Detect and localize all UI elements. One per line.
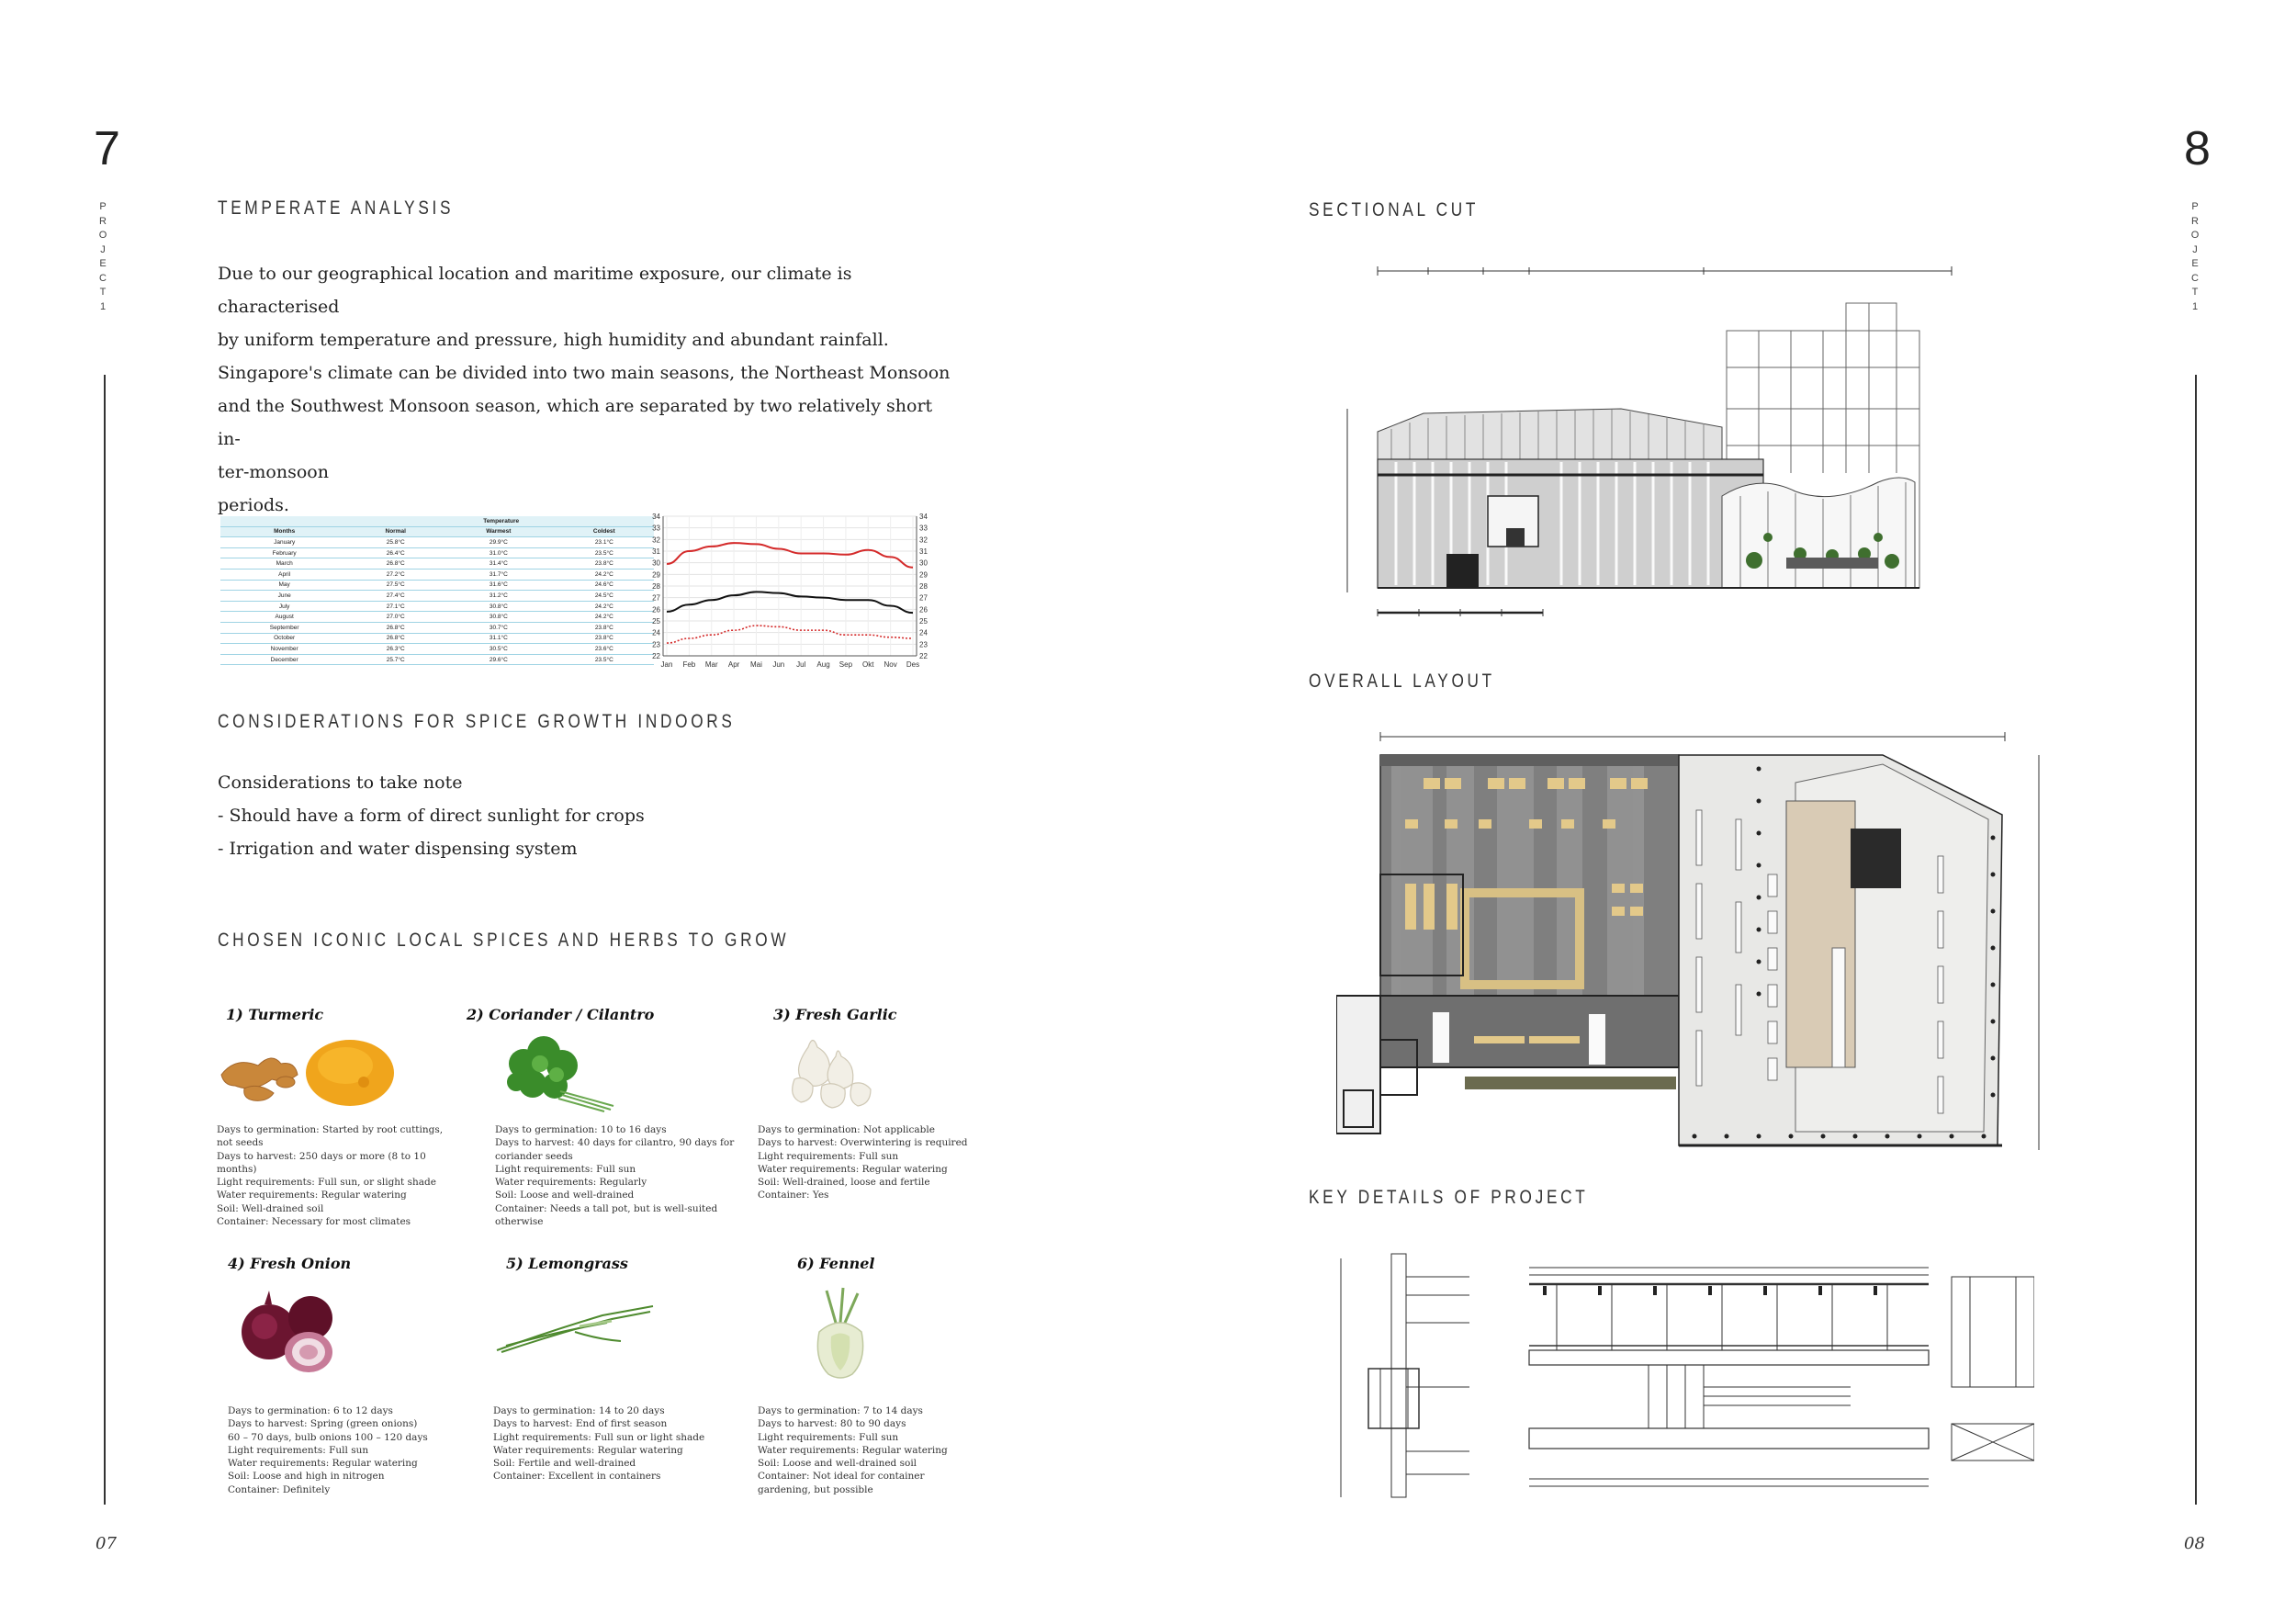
table-cell: 31.0°C: [443, 547, 555, 558]
chart-y-tick-label-left: 23: [652, 640, 660, 649]
spice-desc-turmeric: [217, 1123, 465, 1228]
spice-desc-line: Soil: Loose and well-drained soil: [758, 1458, 917, 1470]
table-cell: 23.8°C: [555, 558, 654, 570]
spice-desc-line: Water requirements: Regular watering: [228, 1458, 418, 1470]
table-cell: 27.0°C: [348, 612, 443, 623]
spice-desc-line: Container: Yes: [758, 1190, 829, 1201]
table-cell: April: [220, 569, 348, 580]
temperature-table-group-header: Temperature: [348, 516, 654, 526]
spice-desc-line: Light requirements: Full sun: [758, 1431, 899, 1443]
chart-y-tick-label-right: 30: [919, 558, 928, 568]
table-cell: 29.9°C: [443, 537, 555, 548]
table-cell: 31.6°C: [443, 580, 555, 591]
spice-desc-line: Days to germination: 7 to 14 days: [758, 1405, 923, 1416]
spice-desc-line: Light requirements: Full sun: [495, 1163, 636, 1175]
spice-desc-line: Soil: Well-drained soil: [217, 1202, 324, 1214]
table-cell: 24.6°C: [555, 580, 654, 591]
chart-y-tick-label-left: 33: [652, 524, 660, 533]
fennel-image: [799, 1286, 882, 1382]
chart-y-tick-label-left: 28: [652, 582, 660, 591]
table-cell: November: [220, 644, 348, 655]
table-row: [220, 644, 654, 655]
chart-x-tick-label: Sep: [838, 660, 853, 669]
spice-desc-lemongrass: [493, 1404, 741, 1483]
spice-desc-coriander: [495, 1123, 743, 1228]
spice-desc-line: Days to harvest: End of first season: [493, 1418, 668, 1430]
chart-y-tick-label-left: 31: [652, 547, 660, 556]
table-cell: August: [220, 612, 348, 623]
table-cell: October: [220, 633, 348, 644]
spice-title-fennel: 6) Fennel: [797, 1255, 875, 1272]
table-cell: 23.8°C: [555, 633, 654, 644]
chart-y-tick-label-left: 29: [652, 570, 660, 580]
spice-desc-line: Days to germination: 6 to 12 days: [228, 1405, 393, 1416]
table-cell: 30.7°C: [443, 622, 555, 633]
table-row: [220, 612, 654, 623]
temperate-heading: TEMPERATE ANALYSIS: [218, 197, 455, 219]
chart-y-tick-label-left: 24: [652, 628, 660, 637]
table-cell: 27.2°C: [348, 569, 443, 580]
spice-desc-line: coriander seeds: [495, 1150, 573, 1162]
table-cell: 23.5°C: [555, 547, 654, 558]
table-row: [220, 558, 654, 570]
spice-title-lemongrass: 5) Lemongrass: [506, 1255, 628, 1272]
table-cell: 26.3°C: [348, 644, 443, 655]
lemongrass-image: [492, 1304, 658, 1359]
spice-desc-line: Light requirements: Full sun, or slight shade: [217, 1177, 436, 1189]
table-cell: 24.2°C: [555, 612, 654, 623]
spice-desc-line: Light requirements: Full sun: [228, 1444, 369, 1456]
coriander-image: [496, 1027, 625, 1114]
chart-y-tick-label-right: 31: [919, 547, 928, 556]
turmeric-image: [217, 1029, 400, 1111]
spices-heading: CHOSEN ICONIC LOCAL SPICES AND HERBS TO GROW: [218, 930, 790, 951]
garlic-image: [781, 1029, 891, 1116]
spice-desc-line: Days to harvest: 250 days or more (8 to 10 months): [217, 1150, 426, 1175]
spice-desc-line: Container: Necessary for most climates: [217, 1216, 411, 1228]
spice-desc-line: Container: Excellent in containers: [493, 1471, 661, 1483]
table-cell: May: [220, 580, 348, 591]
spice-title-turmeric: 1) Turmeric: [226, 1006, 324, 1023]
chart-x-tick-label: Jul: [796, 660, 806, 669]
table-cell: 25.8°C: [348, 537, 443, 548]
chart-series-line-coldest: [667, 626, 913, 643]
spice-desc-line: Days to harvest: 80 to 90 days: [758, 1418, 906, 1430]
temperature-table-column-header: Normal: [348, 526, 443, 537]
considerations-list: [218, 766, 952, 865]
spice-desc-line: not seeds: [217, 1137, 264, 1149]
chart-x-tick-label: Jan: [660, 660, 673, 669]
spice-desc-line: gardening, but possible: [758, 1483, 873, 1495]
considerations-heading: CONSIDERATIONS FOR SPICE GROWTH INDOORS: [218, 711, 736, 732]
table-cell: 23.8°C: [555, 622, 654, 633]
chart-y-tick-label-left: 22: [652, 652, 660, 660]
temperature-table-column-header: Coldest: [555, 526, 654, 537]
chart-x-tick-label: Feb: [682, 660, 696, 669]
table-cell: September: [220, 622, 348, 633]
table-cell: July: [220, 601, 348, 612]
table-cell: 26.8°C: [348, 622, 443, 633]
right-footer-page-number: 08: [2184, 1534, 2205, 1553]
table-cell: 26.8°C: [348, 633, 443, 644]
onion-image: [228, 1286, 338, 1378]
chart-y-tick-label-right: 28: [919, 582, 928, 591]
temperature-table-column-header: Warmest: [443, 526, 555, 537]
sectional-cut-heading: SECTIONAL CUT: [1309, 199, 1480, 220]
chart-y-tick-label-right: 34: [919, 513, 928, 521]
temperate-p2-line4: periods.: [218, 495, 289, 515]
spice-desc-line: Soil: Loose and well-drained: [495, 1190, 635, 1201]
spice-desc-line: Days to germination: 14 to 20 days: [493, 1405, 665, 1416]
chart-x-tick-label: Okt: [862, 660, 874, 669]
chart-y-tick-label-right: 32: [919, 536, 928, 545]
chart-y-tick-label-right: 27: [919, 593, 928, 603]
chart-x-tick-label: Jun: [772, 660, 785, 669]
sectional-cut-drawing: [1336, 262, 2034, 629]
table-row: [220, 633, 654, 644]
table-cell: 29.6°C: [443, 654, 555, 665]
spice-desc-garlic: [758, 1123, 1006, 1202]
table-cell: 23.1°C: [555, 537, 654, 548]
temperate-paragraph-2: [218, 356, 952, 522]
table-cell: February: [220, 547, 348, 558]
right-divider-line: [2195, 375, 2197, 1505]
table-cell: 30.8°C: [443, 612, 555, 623]
table-row: [220, 591, 654, 602]
spice-desc-line: Soil: Loose and high in nitrogen: [228, 1471, 385, 1483]
table-cell: 23.5°C: [555, 654, 654, 665]
chart-y-tick-label-left: 34: [652, 513, 660, 521]
temperate-p2-line1: Singapore's climate can be divided into two main seasons, the Northeast Monsoon: [218, 363, 951, 383]
temperate-p2-line2: and the Southwest Monsoon season, which are separated by two relatively short in-: [218, 396, 933, 449]
spice-desc-line: Water requirements: Regular watering: [758, 1163, 948, 1175]
chart-y-tick-label-left: 25: [652, 617, 660, 626]
spice-desc-line: Container: Definitely: [228, 1483, 331, 1495]
spice-desc-line: Light requirements: Full sun or light shade: [493, 1431, 705, 1443]
table-cell: 24.2°C: [555, 601, 654, 612]
temperature-table-column-header: Months: [220, 526, 348, 537]
chart-y-tick-label-left: 26: [652, 605, 660, 615]
table-cell: 26.8°C: [348, 558, 443, 570]
spice-desc-line: Days to germination: Started by root cuttings,: [217, 1124, 444, 1135]
spice-desc-line: otherwise: [495, 1216, 544, 1228]
spice-desc-line: Container: Needs a tall pot, but is well-suited: [495, 1202, 718, 1214]
spice-desc-line: Water requirements: Regular watering: [758, 1444, 948, 1456]
chart-y-tick-label-right: 33: [919, 524, 928, 533]
right-chapter-number: 8: [2184, 122, 2211, 175]
chart-y-tick-label-left: 30: [652, 558, 660, 568]
table-cell: 31.1°C: [443, 633, 555, 644]
temperature-table-header-row: [220, 526, 654, 537]
chart-x-tick-label: Mar: [704, 660, 718, 669]
chart-x-tick-label: Nov: [884, 660, 897, 669]
left-vertical-label: PROJECT 1: [98, 201, 109, 312]
chart-x-tick-label: Apr: [727, 660, 740, 669]
table-cell: 30.8°C: [443, 601, 555, 612]
key-details-heading: KEY DETAILS OF PROJECT: [1309, 1187, 1589, 1208]
table-cell: December: [220, 654, 348, 665]
table-cell: June: [220, 591, 348, 602]
table-row: [220, 569, 654, 580]
temperature-line-chart: [643, 511, 937, 672]
chart-y-tick-label-left: 27: [652, 593, 660, 603]
spice-desc-line: Container: Not ideal for container: [758, 1471, 925, 1483]
table-cell: 27.1°C: [348, 601, 443, 612]
chart-x-tick-label: Mai: [750, 660, 762, 669]
spice-desc-fennel: [758, 1404, 1006, 1496]
table-cell: January: [220, 537, 348, 548]
table-cell: 24.2°C: [555, 569, 654, 580]
table-cell: 31.4°C: [443, 558, 555, 570]
spice-title-garlic: 3) Fresh Garlic: [773, 1006, 897, 1023]
table-cell: 31.2°C: [443, 591, 555, 602]
spice-desc-line: Water requirements: Regular watering: [217, 1190, 407, 1201]
table-cell: 24.5°C: [555, 591, 654, 602]
chart-x-tick-label: Aug: [816, 660, 830, 669]
table-cell: 31.7°C: [443, 569, 555, 580]
chart-y-tick-label-right: 23: [919, 640, 928, 649]
table-row: [220, 622, 654, 633]
table-cell: 26.4°C: [348, 547, 443, 558]
temperate-paragraph-1: [218, 257, 952, 356]
spice-title-onion: 4) Fresh Onion: [228, 1255, 352, 1272]
spice-desc-line: Days to harvest: Spring (green onions): [228, 1418, 418, 1430]
table-cell: March: [220, 558, 348, 570]
left-divider-line: [104, 375, 106, 1505]
table-row: [220, 601, 654, 612]
temperate-p1-line1: Due to our geographical location and maritime exposure, our climate is characterised: [218, 264, 852, 317]
spice-desc-line: Days to germination: Not applicable: [758, 1124, 935, 1135]
overall-layout-heading: OVERALL LAYOUT: [1309, 671, 1495, 692]
chart-y-tick-label-right: 24: [919, 628, 928, 637]
left-chapter-number: 7: [94, 122, 120, 175]
temperate-p2-line3: ter-monsoon: [218, 462, 329, 482]
chart-y-tick-label-right: 29: [919, 570, 928, 580]
spice-desc-line: Soil: Fertile and well-drained: [493, 1458, 636, 1470]
table-row: [220, 654, 654, 665]
spice-desc-line: Water requirements: Regular watering: [493, 1444, 683, 1456]
chart-y-tick-label-left: 32: [652, 536, 660, 545]
table-row: [220, 537, 654, 548]
chart-x-tick-label: Des: [906, 660, 920, 669]
overall-layout-floor-plan: [1336, 727, 2053, 1159]
considerations-item: - Irrigation and water dispensing system: [218, 839, 578, 859]
table-cell: 30.5°C: [443, 644, 555, 655]
table-cell: 27.4°C: [348, 591, 443, 602]
spice-desc-line: 60 – 70 days, bulb onions 100 – 120 days: [228, 1431, 428, 1443]
table-cell: 23.6°C: [555, 644, 654, 655]
spice-desc-line: Light requirements: Full sun: [758, 1150, 899, 1162]
spice-desc-line: Water requirements: Regularly: [495, 1177, 647, 1189]
right-vertical-label: PROJECT 1: [2190, 201, 2201, 312]
chart-y-tick-label-right: 26: [919, 605, 928, 615]
temperature-table: [220, 516, 654, 665]
chart-y-tick-label-right: 22: [919, 652, 928, 660]
key-details-drawing: [1336, 1249, 2034, 1506]
spice-desc-line: Days to harvest: 40 days for cilantro, 90 days for: [495, 1137, 735, 1149]
temperate-p1-line2: by uniform temperature and pressure, high humidity and abundant rainfall.: [218, 330, 889, 350]
considerations-item: Considerations to take note: [218, 773, 463, 793]
spice-desc-line: Days to harvest: Overwintering is required: [758, 1137, 968, 1149]
spice-desc-line: Days to germination: 10 to 16 days: [495, 1124, 667, 1135]
spice-title-coriander: 2) Coriander / Cilantro: [467, 1006, 655, 1023]
spice-desc-onion: [228, 1404, 476, 1496]
chart-series-line-warmest: [667, 543, 913, 568]
table-cell: 25.7°C: [348, 654, 443, 665]
chart-y-tick-label-right: 25: [919, 617, 928, 626]
table-cell: 27.5°C: [348, 580, 443, 591]
table-row: [220, 547, 654, 558]
left-footer-page-number: 07: [96, 1534, 117, 1553]
table-row: [220, 580, 654, 591]
spice-desc-line: Soil: Well-drained, loose and fertile: [758, 1177, 930, 1189]
considerations-item: - Should have a form of direct sunlight for crops: [218, 806, 645, 826]
